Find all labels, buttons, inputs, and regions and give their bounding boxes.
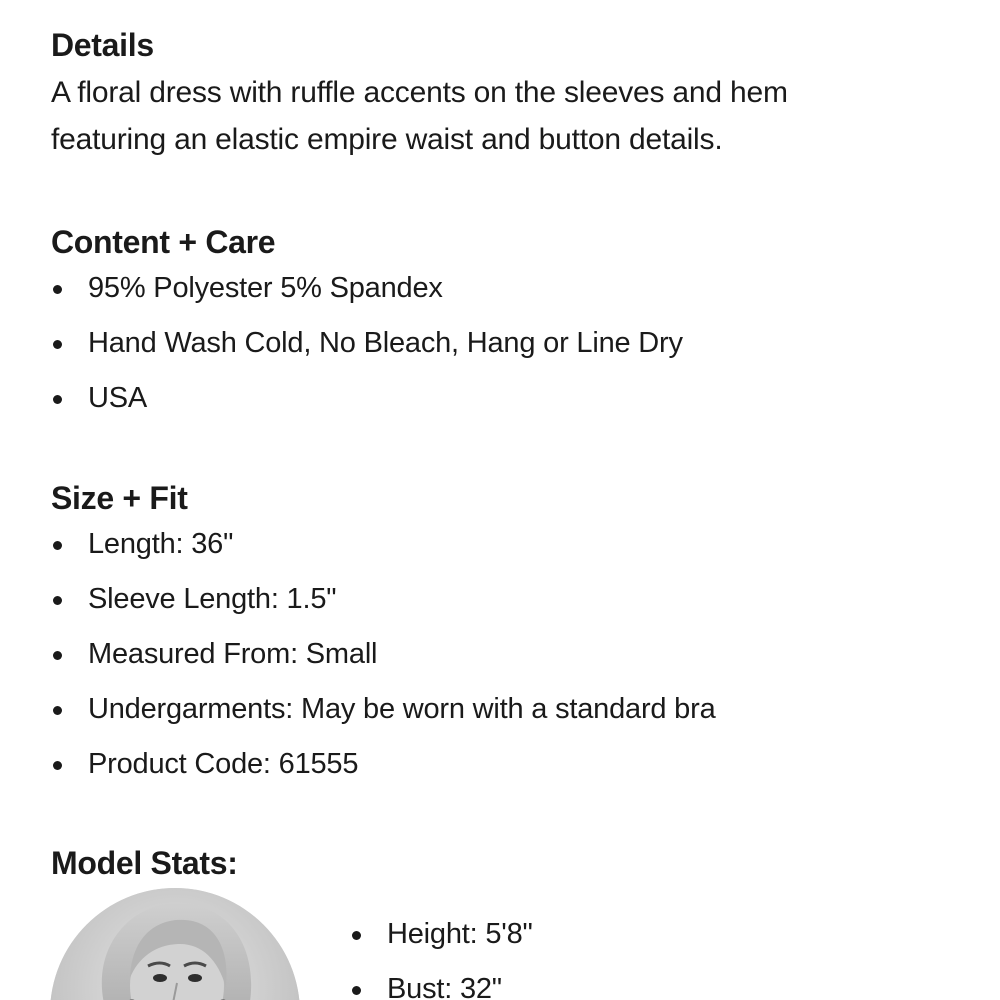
bullet-icon — [53, 596, 62, 605]
bullet-icon — [53, 706, 62, 715]
bullet-icon — [352, 986, 361, 995]
list-item — [51, 371, 683, 426]
content-care-list — [51, 261, 683, 426]
details-heading: Details — [51, 27, 154, 63]
bullet-icon — [53, 651, 62, 660]
list-item-text: Undergarments: May be worn with a standard bra — [88, 693, 716, 725]
list-item-text: Measured From: Small — [88, 638, 378, 670]
details-description — [51, 69, 951, 163]
list-item-text: 95% Polyester 5% Spandex — [88, 272, 443, 304]
list-item-text: Length: 36" — [88, 528, 234, 560]
bullet-icon — [53, 395, 62, 404]
list-item — [51, 737, 716, 792]
list-item-text: Height: 5'8" — [387, 918, 533, 950]
list-item-text: Hand Wash Cold, No Bleach, Hang or Line Dry — [88, 327, 683, 359]
bullet-icon — [53, 541, 62, 550]
list-item — [51, 517, 716, 572]
list-item — [51, 572, 716, 627]
bullet-icon — [352, 931, 361, 940]
size-fit-list — [51, 517, 716, 792]
list-item — [350, 907, 533, 962]
content-care-heading: Content + Care — [51, 224, 276, 260]
details-description-line1: A floral dress with ruffle accents on the sleeves and hem — [51, 76, 788, 109]
list-item-text: Bust: 32" — [387, 973, 502, 1000]
list-item-text: Product Code: 61555 — [88, 748, 359, 780]
model-portrait-icon — [50, 888, 300, 1000]
bullet-icon — [53, 340, 62, 349]
list-item — [51, 627, 716, 682]
list-item-text: Sleeve Length: 1.5" — [88, 583, 337, 615]
model-photo — [50, 888, 300, 1000]
bullet-icon — [53, 761, 62, 770]
model-stats-list — [350, 907, 533, 1000]
model-stats-heading: Model Stats: — [51, 845, 238, 881]
details-description-line2: featuring an elastic empire waist and button details. — [51, 123, 723, 156]
list-item — [51, 316, 683, 371]
list-item — [51, 261, 683, 316]
list-item — [51, 682, 716, 737]
list-item — [350, 962, 533, 1000]
bullet-icon — [53, 285, 62, 294]
list-item-text: USA — [88, 382, 148, 414]
size-fit-heading: Size + Fit — [51, 480, 188, 516]
